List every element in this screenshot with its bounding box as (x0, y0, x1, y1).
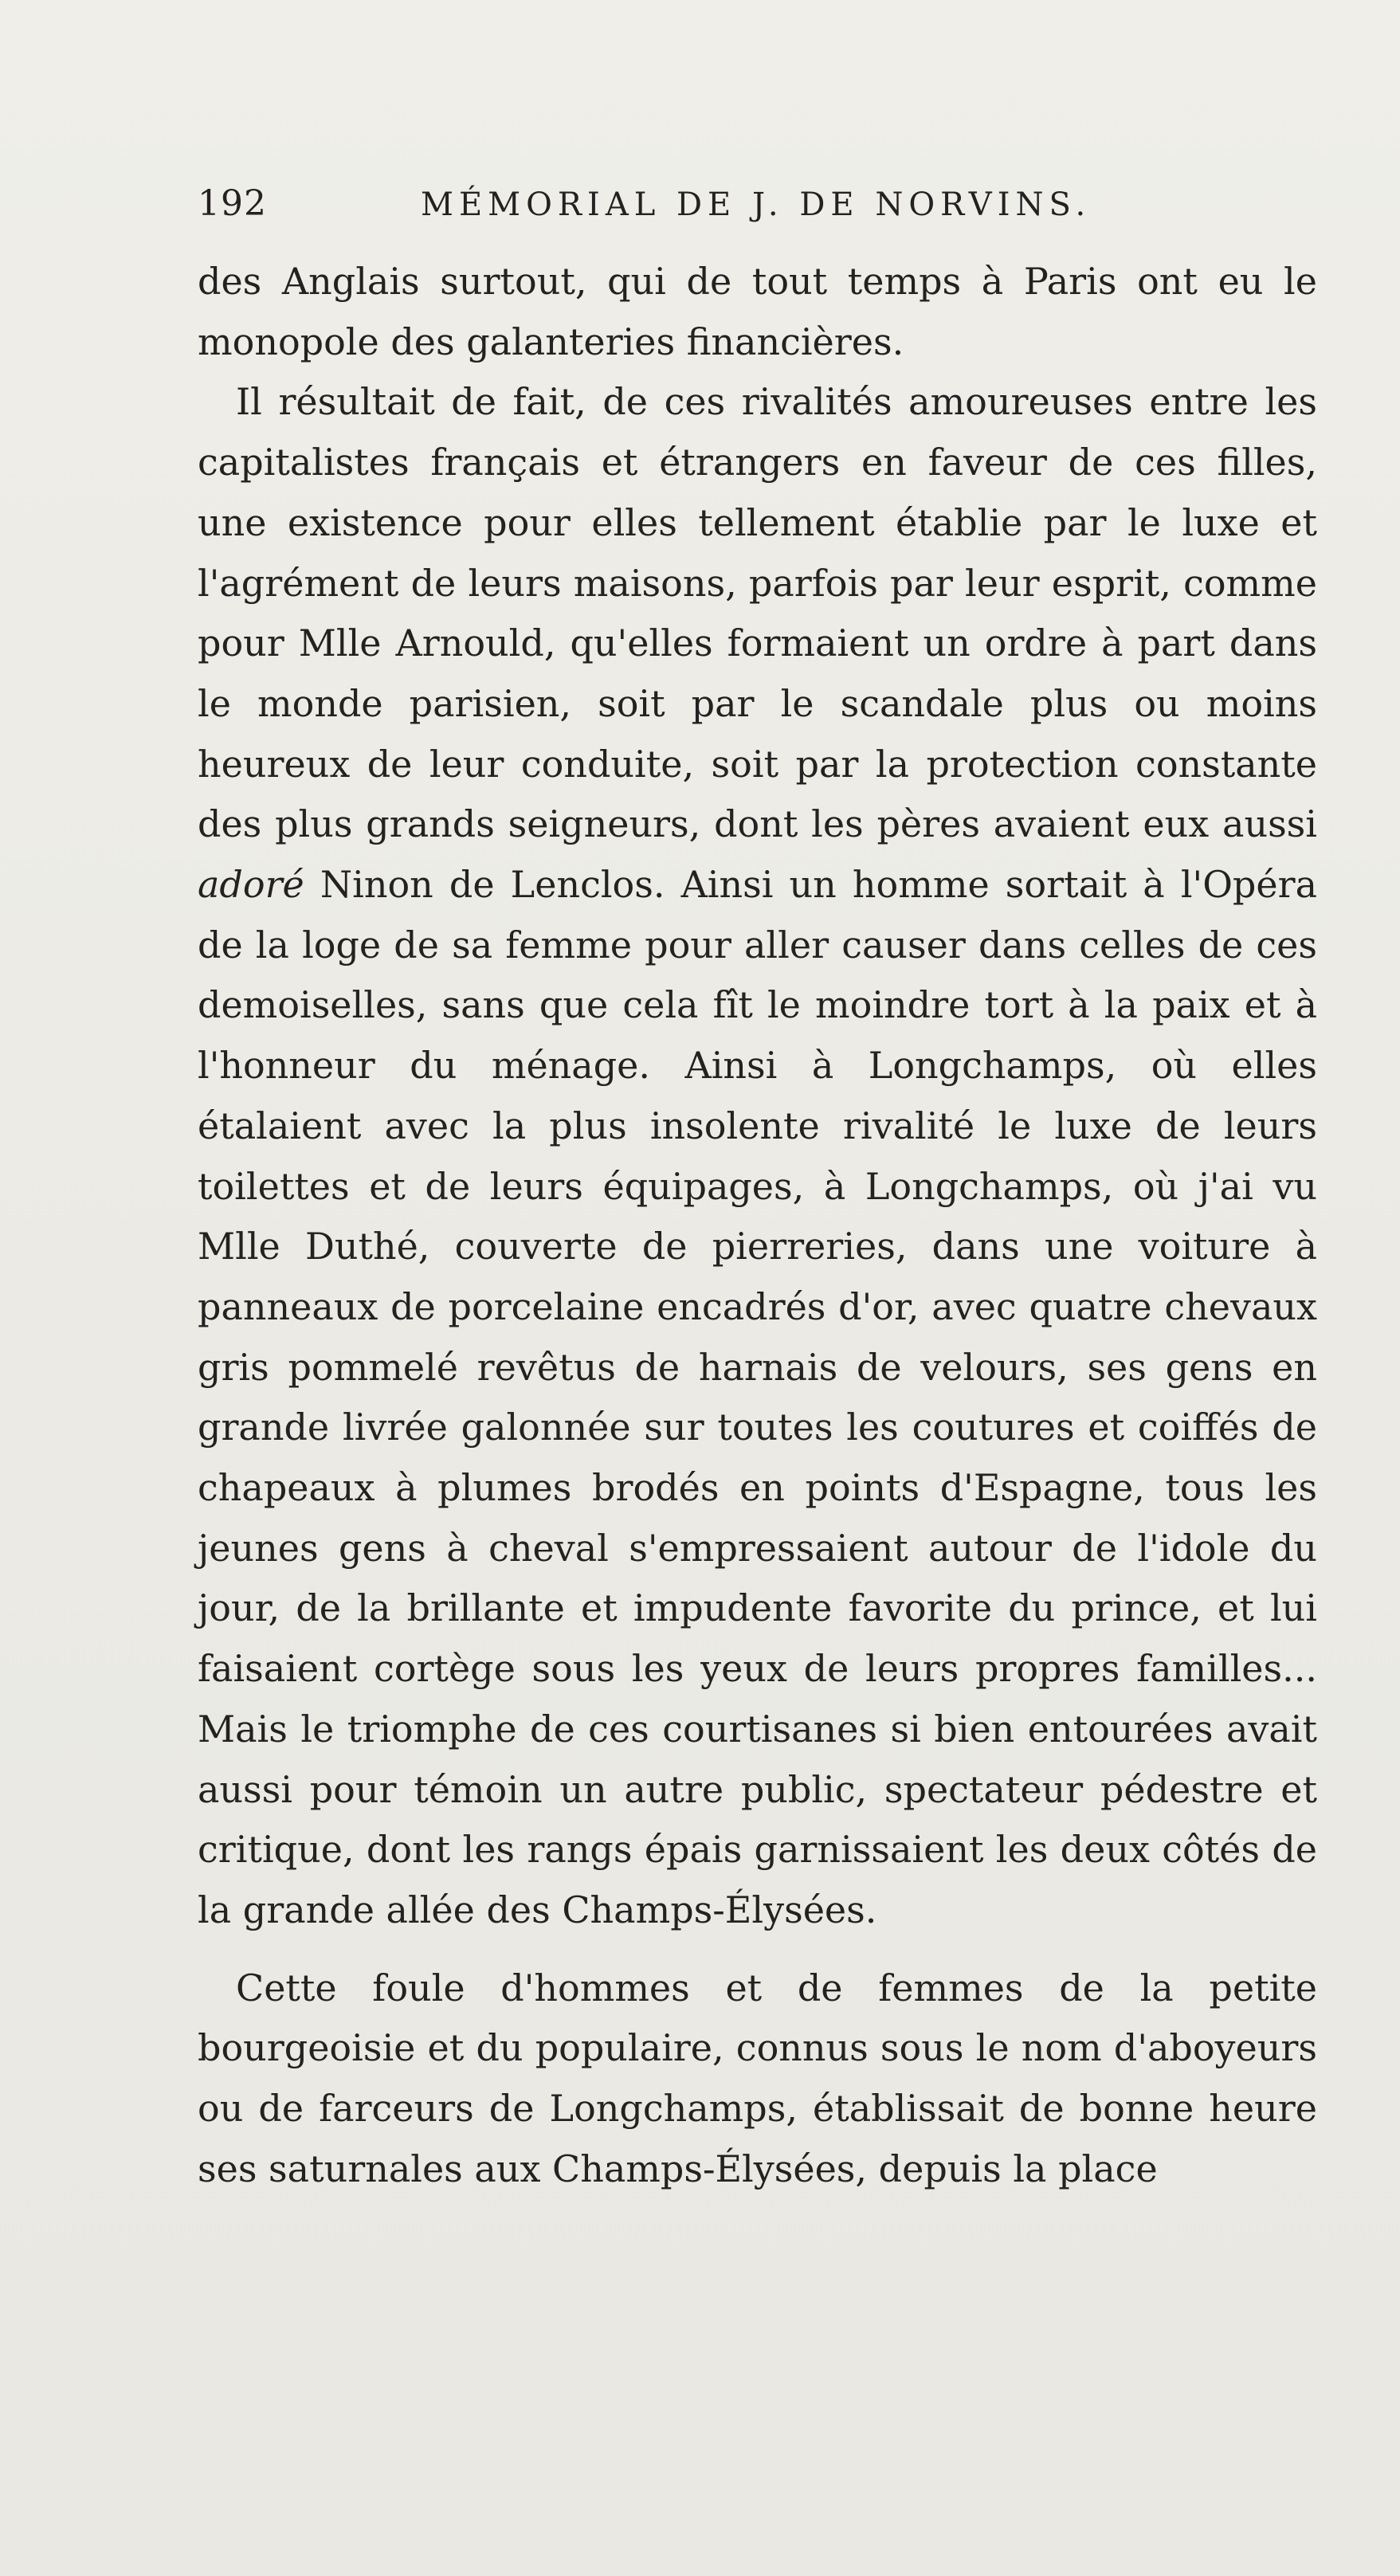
running-title: MÉMORIAL DE J. DE NORVINS. (421, 186, 1092, 223)
page-text-block (198, 183, 1317, 2200)
page-header (198, 183, 1317, 247)
paragraph-2 (198, 372, 1317, 1940)
page-number: 192 (198, 183, 267, 224)
emphasized-word: adoré (198, 863, 304, 907)
paragraph-3: Cette foule d'hommes et de femmes de la petite bourgeoisie et du populaire, connus sous le nom d'aboyeurs ou de farceurs de Longchamps, établissait de bonne heure ses saturnales aux Champs-Élysées, depuis la place (198, 1966, 1317, 2190)
paragraph-2-text-before-emphasis: Il résultait de fait, de ces rivalités amoureuses entre les capitalistes français et étrangers en faveur de ces filles, une existence pour elles tellement établie par le luxe et l'agrément de leurs maisons, parfois par leur esprit, comme pour Mlle Arnould, qu'elles formaient un ordre à part dans le monde parisien, soit par le scandale plus ou moins heureux de leur conduite, soit par la protection constante des plus grands seigneurs, dont les pères avaient eux aussi (198, 380, 1317, 846)
paragraph-2-text-after-emphasis: Ninon de Lenclos. Ainsi un homme sortait à l'Opéra de la loge de sa femme pour aller causer dans celles de ces demoiselles, sans que cela fît le moindre tort à la paix et à l'honneur du ménage. Ainsi à Longchamps, où elles étalaient avec la plus insolente rivalité le luxe de leurs toilettes et de leurs équipages, à Longchamps, où j'ai vu Mlle Duthé, couverte de pierreries, dans une voiture à panneaux de porcelaine encadrés d'or, avec quatre chevaux gris pommelé revêtus de harnais de velours, ses gens en grande livrée galonnée sur toutes les coutures et coiffés de chapeaux à plumes brodés en points d'Espagne, tous les jeunes gens à cheval s'empressaient autour de l'idole du jour, de la brillante et impudente favorite du prince, et lui faisaient cortège sous les yeux de leurs propres familles... Mais le triomphe de ces courtisanes si bien entourées avait aussi pour témoin un autre public, spectateur pédestre et critique, dont les rangs épais garnissaient les deux côtés de la grande allée des Champs-Élysées. (198, 863, 1317, 1931)
paragraph-1: des Anglais surtout, qui de tout temps à Paris ont eu le monopole des galanteries financières. (198, 260, 1317, 363)
body-text (198, 252, 1317, 2200)
